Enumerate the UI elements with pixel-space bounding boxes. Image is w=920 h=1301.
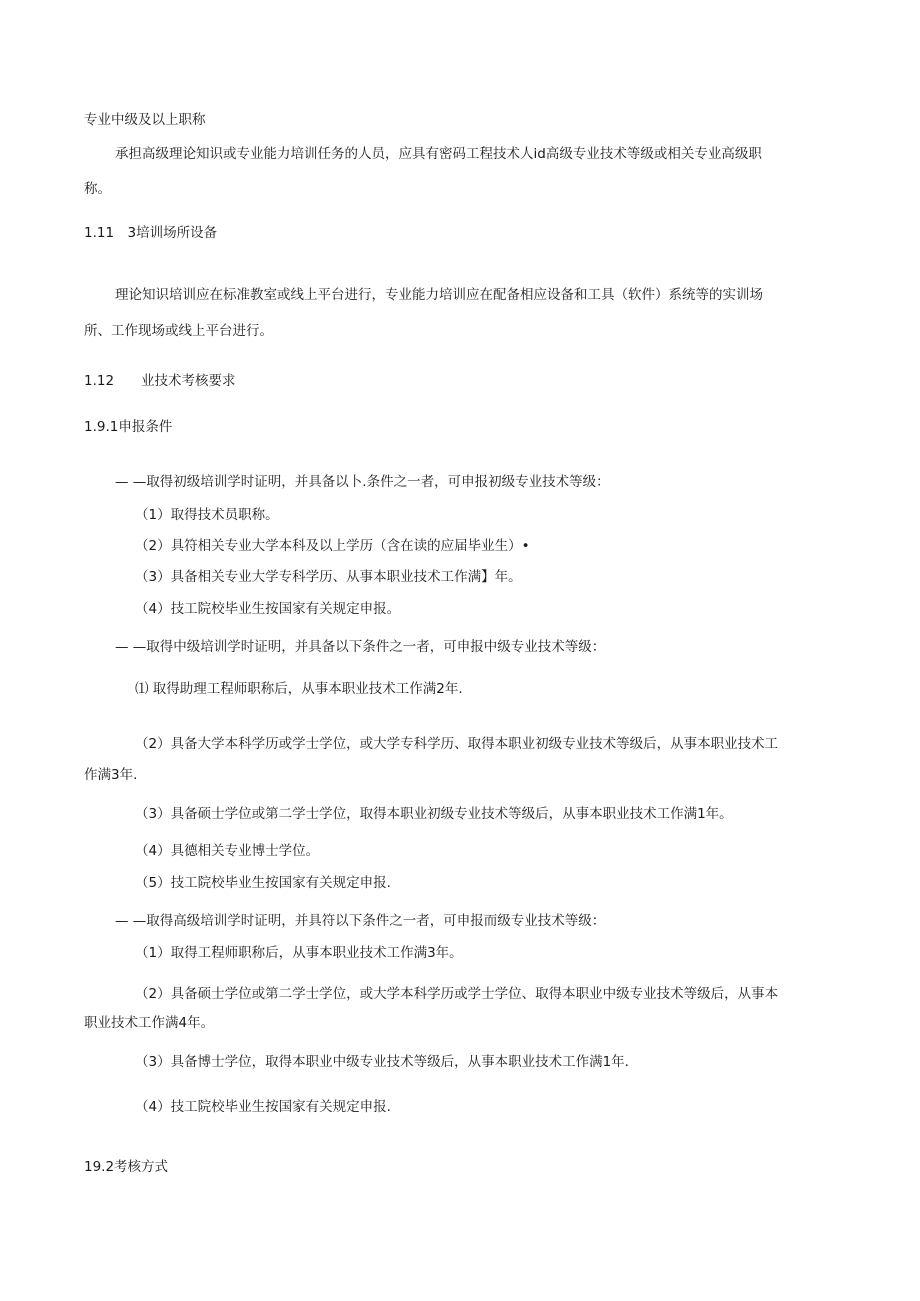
text-line: 承担高级理论知识或专业能力培训任务的人员，应具有密码工程技术人id高级专业技术等级或相关专业高级职	[115, 146, 762, 162]
text-line: 理论知识培训应在标准教室或线上平台进行，专业能力培训应在配备相应设备和工具（软件）系统等的实训场	[115, 287, 763, 303]
section-heading: 1.11 3培训场所设备	[84, 225, 218, 241]
text-line: — —取得高级培训学时证明，并具符以下条件之一者，可申报而级专业技术等级：	[115, 913, 606, 929]
section-heading: 19.2考核方式	[84, 1159, 169, 1175]
section-heading: 1.12 业技术考核要求	[84, 373, 236, 389]
list-item: （5）技工院校毕业生按国家有关规定申报.	[135, 875, 391, 891]
text-line: 称。	[84, 181, 111, 197]
list-item: （1）取得技术员职称。	[135, 507, 279, 523]
section-heading: 1.9.1申报条件	[84, 419, 173, 435]
list-item: （4）具德相关专业博士学位。	[135, 843, 320, 859]
list-item: ⑴ 取得助理工程师职称后，从事本职业技术工作满2年.	[135, 681, 463, 697]
list-item: （2）具备硕士学位或第二学士学位，或大学本科学历或学士学位、取得本职业中级专业技术等级后，从事本	[135, 986, 779, 1002]
text-line: — —取得中级培训学时证明，并具备以下条件之一者，可申报中级专业技术等级：	[115, 639, 606, 655]
list-item: （4）技工院校毕业生按国家有关规定申报.	[135, 1099, 391, 1115]
list-item: （3）具备相关专业大学专科学历、从事本职业技术工作满】年。	[135, 569, 522, 585]
list-item: （2）具备大学本科学历或学士学位，或大学专科学历、取得本职业初级专业技术等级后，从事本职业技术工	[135, 736, 779, 752]
text-line: 作满3年.	[84, 767, 138, 783]
list-item: （2）具符相关专业大学本科及以上学历（含在读的应届毕业生）•	[135, 538, 530, 554]
list-item: （1）取得工程师职称后，从事本职业技术工作满3年。	[135, 945, 463, 961]
text-line: 职业技术工作满4年。	[84, 1015, 215, 1031]
text-line: — —取得初级培训学时证明，并具备以卜.条件之一者，可申报初级专业技术等级：	[115, 474, 610, 490]
text-line: 所、工作现场或线上平台进行。	[84, 323, 273, 339]
list-item: （4）技工院校毕业生按国家有关规定申报。	[135, 601, 401, 617]
list-item: （3）具备硕士学位或第二学士学位，取得本职业初级专业技术等级后，从事本职业技术工作满1年。	[135, 806, 733, 822]
list-item: （3）具备博士学位，取得本职业中级专业技术等级后，从事本职业技术工作满1年.	[135, 1054, 629, 1070]
text-line: 专业中级及以上职称	[84, 112, 206, 128]
